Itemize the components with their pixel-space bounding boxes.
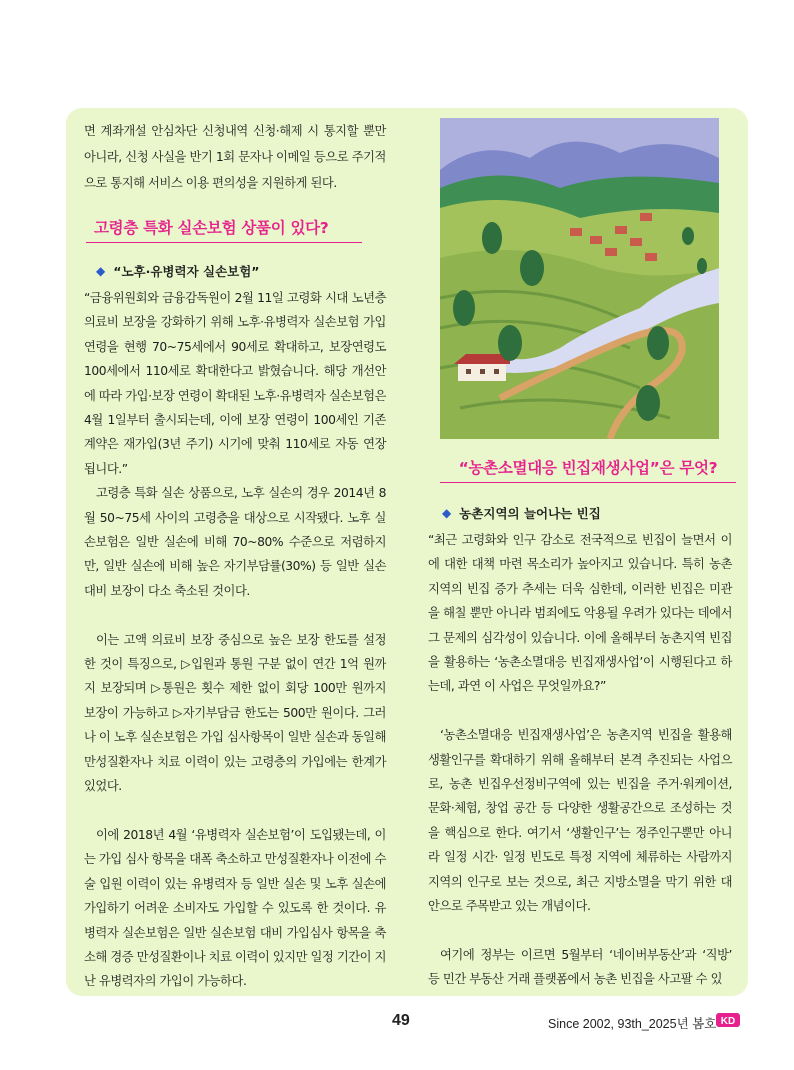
rural-village-illustration [440,118,719,439]
section-heading-insurance: 고령층 특화 실손보험 상품이 있다? [86,216,362,243]
diamond-icon: ◆ [96,264,106,278]
page-number: 49 [392,1012,410,1029]
logo-text: KD [720,1016,736,1027]
paragraph: ‘농촌소멸대응 빈집재생사업’은 농촌지역 빈집을 활용해 생활인구를 확대하기 위해 올해부터 본격 추진되는 사업으로, 농촌 빈집우선정비구역에 있는 빈집을 주거·워케이션, 문화·체험, 창업 공간 등 다양한 생활공간으로 조성하는 것을 핵심으로 한다. 여기서 ‘생활인구’는 정주인구뿐만 아니라 일정 시간· 일정 빈도로 특정 지역에 체류하는 사람까지 지역의 인구로 보는 것으로, 최근 지방소멸을 막기 위한 대안으로 주목받고 있는 개념이다. [428,728,732,914]
subheading-text: “노후·유병력자 실손보험” [113,264,260,279]
left-column [84,118,386,196]
paragraph: 고령층 특화 실손 상품으로, 노후 실손의 경우 2014년 8월 50~75세 사이의 고령층을 대상으로 시작됐다. 노후 실손보험은 일반 실손에 비해 70~80% 수준으로 저렴하지만, 일반 실손에 비해 높은 자기부담률(30%) 등 일반 실손 대비 보장이 다소 축소된 것이다. [84,486,386,598]
diamond-icon: ◆ [442,506,452,520]
section-heading-empty-houses: “농촌소멸대응 빈집재생사업”은 무엇? [440,456,736,483]
paragraph: 이는 고액 의료비 보장 중심으로 높은 보장 한도를 설정한 것이 특징으로, ▷입원과 통원 구분 없이 연간 1억 원까지 보장되며 ▷통원은 횟수 제한 없이 회당 100만 원까지 보장이 가능하고 ▷자기부담금 한도는 500만 원이다. 그러나 이 노후 실손보험은 가입 심사항목이 일반 실손과 동일해 만성질환자나 치료 이력이 있는 고령층의 가입에는 한계가 있었다. [84,632,386,794]
intro-paragraph: 면 계좌개설 안심차단 신청내역 신청·해제 시 통지할 뿐만 아니라, 신청 사실을 반기 1회 문자나 이메일 등으로 주기적으로 통지해 서비스 이용 편의성을 지원하게 된다. [84,124,386,190]
paragraph: 여기에 정부는 이르면 5월부터 ‘네이버부동산’과 ‘직방’ 등 민간 부동산 거래 플랫폼에서 농촌 빈집을 사고팔 수 있 [428,947,732,987]
subheading-insurance [96,262,260,280]
paragraph: “금융위원회와 금융감독원이 2월 11일 고령화 시대 노년층 의료비 보장을 강화하기 위해 노후·유병력자 실손보험 가입 연령을 현행 70~75세에서 90세로 확대하고, 보장연령도 100세에서 110세로 확대한다고 밝혔습니다. 해당 개선안에 따라 가입·보장 연령이 확대된 노후·유병력자 실손보험은 4월 1일부터 출시되는데, 이에 보장 연령이 100세인 기존 계약은 재가입(3년 주기) 시기에 맞춰 110세로 자동 연장됩니다.” [84,291,386,476]
left-body [84,286,386,994]
right-body [428,528,732,992]
paragraph: “최근 고령화와 인구 감소로 전국적으로 빈집이 늘면서 이에 대한 대책 마련 목소리가 높아지고 있습니다. 특히 농촌 지역의 빈집 증가 추세는 더욱 심한데, 이러한 빈집은 미관을 해칠 뿐만 아니라 범죄에도 악용될 우려가 있다는 데에서 그 문제의 심각성이 있습니다. 이에 올해부터 농촌지역 빈집을 활용하는 ‘농촌소멸대응 빈집재생사업’이 시행된다고 하는데, 과연 이 사업은 무엇일까요?” [428,533,732,694]
magazine-logo-icon [716,1012,740,1028]
subheading-text: 농촌지역의 늘어나는 빈집 [459,506,601,521]
subheading-empty-houses [442,504,601,522]
issue-label: Since 2002, 93th_2025년 봄호 [548,1017,717,1031]
paragraph: 이에 2018년 4월 ‘유병력자 실손보험’이 도입됐는데, 이는 가입 심사 항목을 대폭 축소하고 만성질환자나 이전에 수술 입원 이력이 있는 유병력자 등 일반 실손 및 노후 실손에 가입하기 어려운 소비자도 가입할 수 있도록 한 것이다. 유병력자 실손보험은 일반 실손보험 대비 가입심사 항목을 축소해 경증 만성질환이나 치료 이력이 있지만 일정 기간이 지난 유병력자의 가입이 가능하다. [84,827,386,989]
